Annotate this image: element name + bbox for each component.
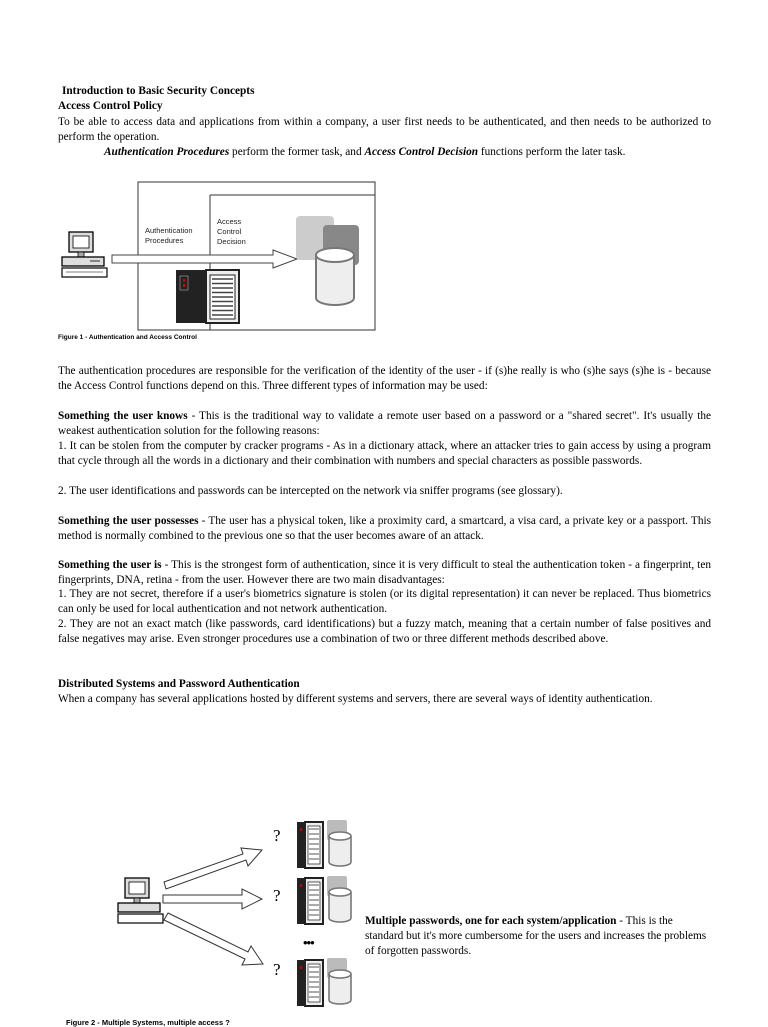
- server-icon: [297, 822, 323, 868]
- figure-1-label-auth: Authentication Procedures: [145, 226, 193, 245]
- knows-item-1: 1. It can be stolen from the computer by cracker programs - As in a dictionary attack, where an attacker tries to gain access by using a program that cycle through all the words in a dictionary and their combination with numbers and special characters as possible passwords.: [58, 440, 711, 468]
- database-icon: [327, 820, 351, 866]
- knows-text: - This is the traditional way to validate a remote user based on a password or a "shared secret". It's usually the weakest authentication solution for the following reasons:: [58, 410, 711, 438]
- database-icon: [327, 958, 351, 1004]
- server-icon: [297, 878, 323, 924]
- figure-2-description: [365, 914, 710, 960]
- knows-item-2: 2. The user identifications and passwords can be intercepted on the network via sniffer programs (see glossary).: [58, 485, 563, 497]
- auth-procedures-term: Authentication Procedures: [104, 146, 230, 158]
- question-mark-1: ?: [273, 826, 281, 845]
- figure-2-desc-text: - This is the standard but it's more cumbersome for the users and increases the problems of forgotten passwords.: [365, 915, 707, 958]
- possesses-title: Something the user possesses: [58, 515, 199, 527]
- intro-line2-end: functions perform the later task.: [478, 146, 626, 158]
- arrow-icon: [163, 889, 262, 909]
- arrow-icon: [164, 848, 262, 889]
- question-mark-3: ?: [273, 960, 281, 979]
- arrow-icon: [164, 913, 263, 965]
- question-mark-2: ?: [273, 886, 281, 905]
- computer-icon: [118, 878, 163, 923]
- section-heading: Introduction to Basic Security Concepts: [62, 85, 255, 97]
- figure-2-caption: Figure 2 - Multiple Systems, multiple access ?: [66, 1018, 230, 1027]
- intro-paragraph: To be able to access data and applications from within a company, a user first needs to be authenticated, and then needs to be authorized to perform the operation.: [58, 116, 711, 144]
- knows-title: Something the user knows: [58, 410, 188, 422]
- is-item-2: 2. They are not an exact match (like passwords, card identifications) but a fuzzy match, meaning that a certain number of false positives and false negatives may arise. Even stronger procedures use a combination of two or three different methods described above.: [58, 618, 711, 646]
- figure-2-desc-title: Multiple passwords, one for each system/application: [365, 915, 617, 927]
- is-text: - This is the strongest form of authentication, since it is very difficult to steal the authentication token - a fingerprint, ten fingerprints, DNA, retina - from the user. However there are two main disadvantages:: [58, 559, 711, 587]
- is-item-1: 1. They are not secret, therefore if a user's biometrics signature is stolen (or its digital representation) it can never be replaced. Thus biometrics can only be used for local authentication and not network authentication.: [58, 588, 711, 616]
- intro-line2-mid: perform the former task, and: [229, 146, 365, 158]
- auth-paragraph: The authentication procedures are responsible for the verification of the identity of the user - if (s)he really is who (s)he says (s)he is - because the Access Control functions depend on this. Three different types of information may be used:: [58, 365, 711, 393]
- is-title: Something the user is: [58, 559, 162, 571]
- figure-1-label-acd: Access Control Decision: [217, 217, 246, 246]
- distributed-heading: Distributed Systems and Password Authentication: [58, 678, 300, 690]
- subsection-heading: Access Control Policy: [58, 100, 163, 112]
- server-icon: [297, 960, 323, 1006]
- possesses-text: - The user has a physical token, like a proximity card, a smartcard, a visa card, a private key or a passport. This method is normally combined to the previous one so that the user becomes aware of an attack.: [58, 515, 711, 543]
- acd-term: Access Control Decision: [364, 146, 479, 158]
- ellipsis-dots: •••: [303, 935, 314, 950]
- database-icon: [327, 876, 351, 922]
- figure-1-caption: Figure 1 - Authentication and Access Control: [58, 334, 197, 341]
- distributed-paragraph: When a company has several applications hosted by different systems and servers, there are several ways of identity authentication.: [58, 693, 653, 705]
